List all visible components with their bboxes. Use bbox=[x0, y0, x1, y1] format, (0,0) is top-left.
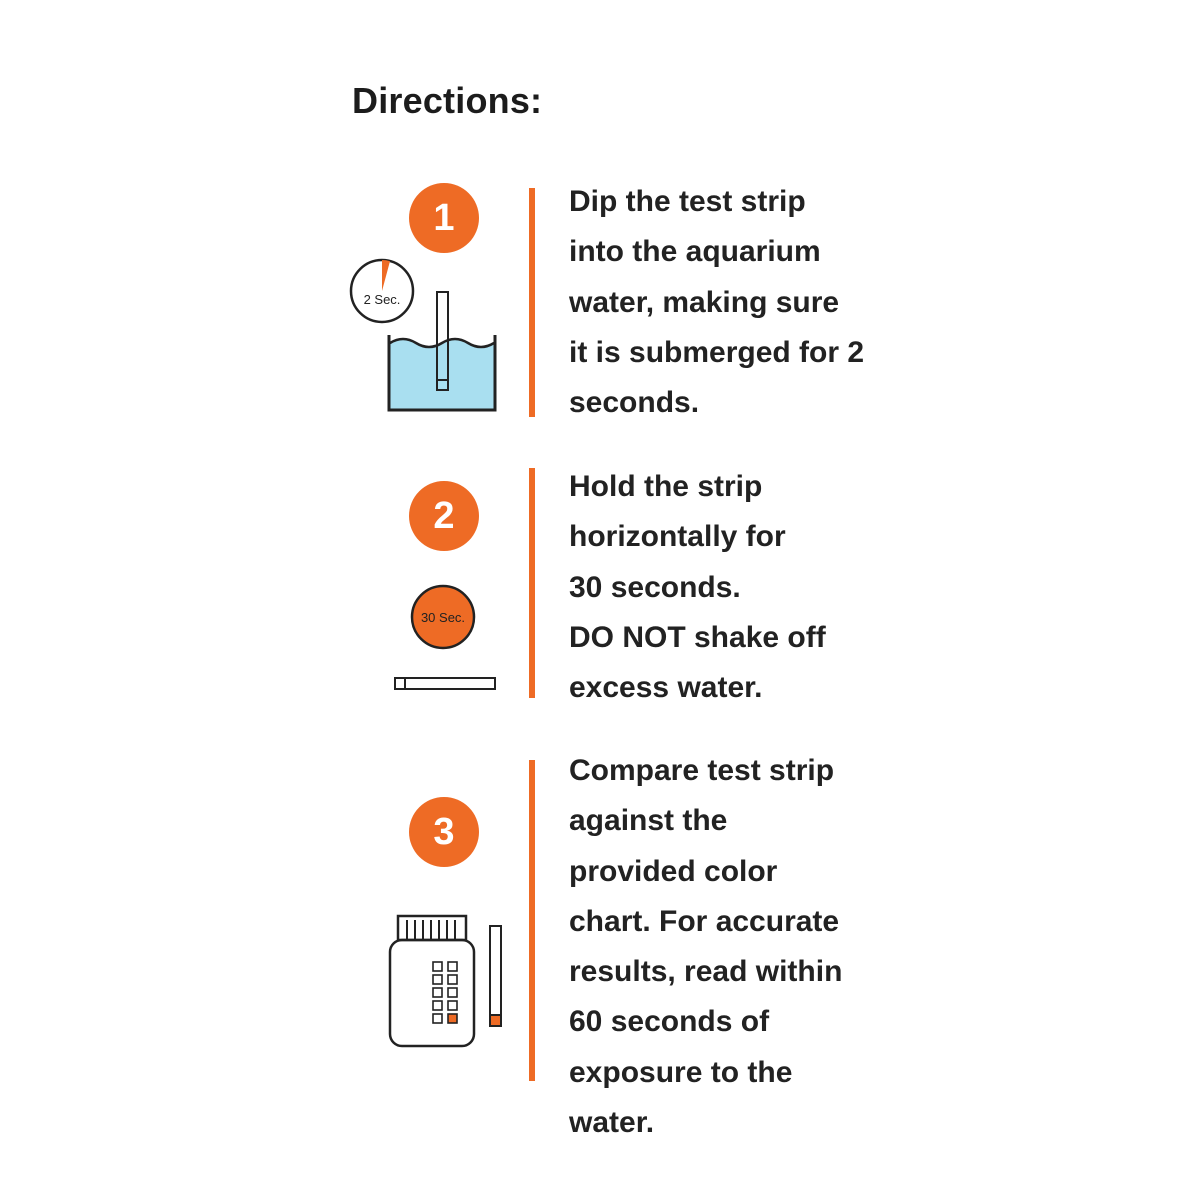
page-title: Directions: bbox=[352, 80, 543, 121]
step-1-line: water, making sure bbox=[569, 285, 840, 319]
step-2-line: DO NOT shake off bbox=[569, 620, 826, 654]
step-3-line: provided color bbox=[569, 854, 778, 888]
divider-2 bbox=[529, 468, 535, 698]
timer-icon bbox=[351, 260, 413, 322]
step-3-line: 60 seconds of bbox=[569, 1005, 770, 1039]
step-3-line: exposure to the bbox=[569, 1055, 793, 1089]
divider-1 bbox=[529, 188, 535, 417]
step-number-1: 1 bbox=[409, 183, 479, 253]
step-2-line: excess water. bbox=[569, 671, 763, 705]
divider-3 bbox=[529, 760, 535, 1081]
step-2-line: 30 seconds. bbox=[569, 570, 741, 604]
step-2-text bbox=[569, 462, 899, 713]
step-2-line: Hold the strip bbox=[569, 470, 763, 503]
color-chart-bottle-icon bbox=[390, 916, 474, 1046]
test-strip-icon bbox=[395, 678, 495, 689]
timer-label-1: 2 Sec. bbox=[363, 292, 401, 307]
step-1-line: Dip the test strip bbox=[569, 185, 806, 218]
step-3-line: Compare test strip bbox=[569, 754, 835, 787]
timer-icon bbox=[412, 586, 474, 648]
step-1-line: into the aquarium bbox=[569, 235, 821, 269]
step-2-line: horizontally for bbox=[569, 520, 786, 554]
step-3-line: against the bbox=[569, 804, 728, 838]
water-container-icon bbox=[389, 335, 495, 410]
test-strip-icon bbox=[490, 926, 501, 1026]
timer-label-2: 30 Sec. bbox=[420, 610, 466, 625]
step-1-line: seconds. bbox=[569, 386, 700, 420]
step-3-line: results, read within bbox=[569, 955, 843, 989]
step-3-text bbox=[569, 746, 899, 1148]
dip-strip-illustration bbox=[345, 255, 505, 425]
step-number-3: 3 bbox=[409, 797, 479, 867]
step-3-line: water. bbox=[569, 1106, 655, 1140]
compare-chart-illustration bbox=[385, 912, 515, 1052]
step-3-line: chart. For accurate bbox=[569, 904, 840, 938]
step-1-line: it is submerged for 2 bbox=[569, 335, 865, 369]
step-number-2: 2 bbox=[409, 481, 479, 551]
hold-strip-illustration bbox=[385, 580, 505, 700]
step-1-text bbox=[569, 177, 899, 428]
